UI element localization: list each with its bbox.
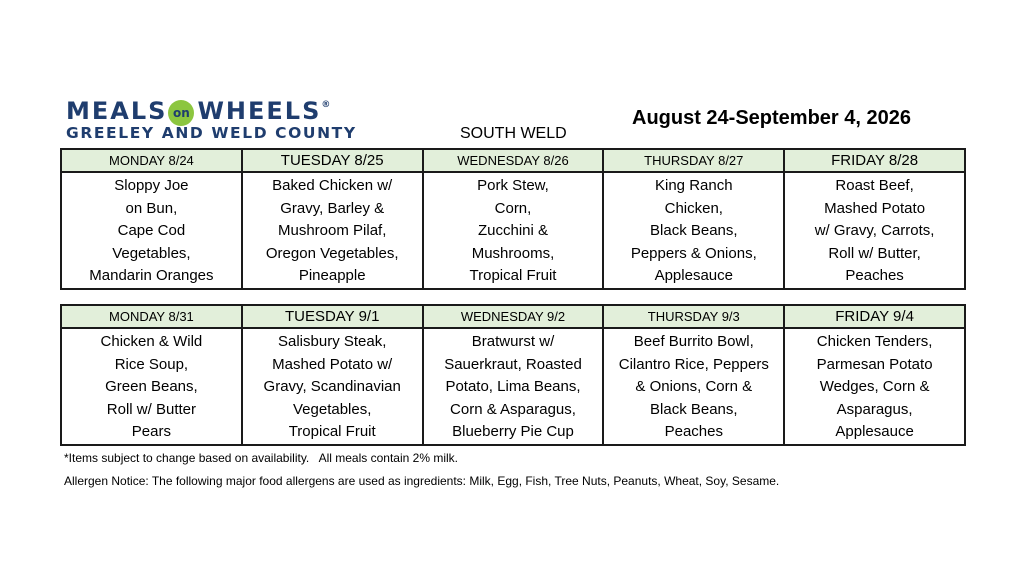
meal-line: Cape Cod [117, 222, 186, 239]
meal-line: Salisbury Steak, [278, 333, 387, 350]
week-2-meal-row [61, 328, 965, 445]
day-header: WEDNESDAY 9/2 [423, 305, 604, 328]
week-2-header-row [61, 305, 965, 328]
meal-line: Peaches [845, 267, 904, 284]
meal-line: Tropical Fruit [288, 423, 376, 440]
day-header: FRIDAY 8/28 [784, 149, 965, 172]
meal-line: Green Beans, [105, 378, 198, 395]
meal-line: Blueberry Pie Cup [452, 423, 574, 440]
region-label: SOUTH WELD [460, 125, 567, 142]
day-header: MONDAY 8/31 [61, 305, 242, 328]
day-header: WEDNESDAY 8/26 [423, 149, 604, 172]
meal-cell [423, 172, 604, 289]
availability-note: *Items subject to change based on availability. All meals contain 2% milk. [64, 451, 458, 465]
meal-line: Chicken & Wild [100, 333, 203, 350]
logo-wordmark [66, 90, 330, 126]
meal-line: Mushrooms, [471, 244, 555, 262]
meal-line: Black Beans, [650, 222, 738, 239]
meal-cell [242, 328, 423, 445]
meal-line: Applesauce [654, 267, 733, 284]
meal-line: Peaches [664, 423, 723, 440]
meal-line: Vegetables, [112, 244, 191, 262]
week-2-menu-table [60, 304, 966, 446]
meal-cell [603, 172, 784, 289]
meal-line: Wedges, Corn & [819, 378, 930, 395]
meal-line: Corn, [494, 199, 532, 217]
meal-line: Pork Stew, [477, 177, 549, 194]
day-header: THURSDAY 9/3 [603, 305, 784, 328]
meal-line: Sloppy Joe [114, 177, 189, 194]
meal-line: Black Beans, [650, 400, 738, 418]
meal-line: Cilantro Rice, Peppers [618, 355, 769, 373]
meal-line: Rice Soup, [114, 355, 189, 373]
meal-cell [784, 172, 965, 289]
meal-line: Parmesan Potato [816, 355, 933, 373]
meal-line: w/ Gravy, Carrots, [814, 222, 935, 239]
meal-line: Vegetables, [292, 400, 372, 418]
meal-line: Chicken Tenders, [816, 333, 933, 350]
meal-line: Oregon Vegetables, [265, 244, 399, 262]
meal-line: Gravy, Scandinavian [263, 378, 401, 395]
meal-line: Chicken, [664, 199, 723, 217]
meal-line: Roll w/ Butter [106, 400, 196, 418]
meal-line: Mashed Potato [824, 199, 926, 217]
meal-line: Bratwurst w/ [471, 333, 555, 350]
meal-line: Peppers & Onions, [630, 244, 757, 262]
day-header: TUESDAY 9/1 [242, 305, 423, 328]
meal-cell [784, 328, 965, 445]
meal-line: Pineapple [298, 267, 366, 284]
meal-line: Pears [131, 423, 171, 440]
date-range-title: August 24-September 4, 2026 [632, 107, 911, 129]
day-header: MONDAY 8/24 [61, 149, 242, 172]
meal-line: Baked Chicken w/ [272, 177, 393, 194]
logo-tagline: GREELEY AND WELD COUNTY [66, 124, 357, 142]
logo-on-badge: on [168, 100, 194, 126]
meal-cell [61, 172, 242, 289]
meal-line: Roll w/ Butter, [828, 244, 921, 262]
logo-word-wheels: WHEELS [197, 97, 322, 125]
meal-line: Mandarin Oranges [89, 267, 214, 284]
meal-line: Applesauce [835, 423, 914, 440]
meal-line: Sauerkraut, Roasted [444, 355, 582, 373]
meal-line: & Onions, Corn & [635, 378, 753, 395]
meal-line: Tropical Fruit [469, 267, 557, 284]
logo-registered-mark: ® [321, 100, 331, 110]
meal-line: Beef Burrito Bowl, [633, 333, 754, 350]
meal-line: Asparagus, [836, 400, 913, 418]
meal-line: Mashed Potato w/ [272, 355, 393, 373]
meal-line: Roast Beef, [835, 177, 914, 194]
meal-line: Gravy, Barley & [280, 199, 385, 217]
week-1-menu-table [60, 148, 966, 290]
meal-line: King Ranch [655, 177, 733, 194]
logo-word-meals: MEALS [66, 97, 168, 125]
meal-cell [423, 328, 604, 445]
meal-cell [61, 328, 242, 445]
meals-on-wheels-logo [66, 90, 426, 146]
meal-line: Mushroom Pilaf, [278, 222, 387, 239]
meal-cell [603, 328, 784, 445]
day-header: TUESDAY 8/25 [242, 149, 423, 172]
week-1-header-row [61, 149, 965, 172]
meal-line: Zucchini & [477, 222, 548, 239]
meal-line: Potato, Lima Beans, [445, 378, 581, 395]
day-header: THURSDAY 8/27 [603, 149, 784, 172]
allergen-notice: Allergen Notice: The following major food allergens are used as ingredients: Milk, Egg, Fish, Tree Nuts, Peanuts, Wheat, Soy, Sesame. [64, 474, 780, 488]
meal-line: Corn & Asparagus, [450, 400, 576, 418]
meal-line: on Bun, [125, 199, 178, 217]
week-1-meal-row [61, 172, 965, 289]
meal-cell [242, 172, 423, 289]
day-header: FRIDAY 9/4 [784, 305, 965, 328]
